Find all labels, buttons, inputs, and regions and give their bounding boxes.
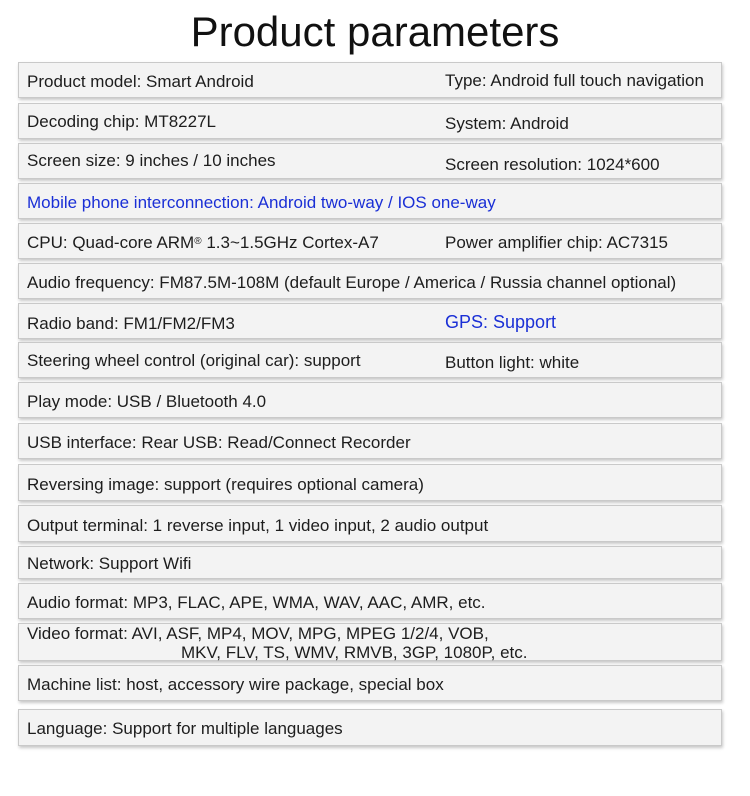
spec-output-terminal: Output terminal: 1 reverse input, 1 video input, 2 audio output xyxy=(27,516,489,535)
spec-row-machine-list xyxy=(18,665,722,701)
spec-radio-band: Radio band: FM1/FM2/FM3 xyxy=(27,314,235,333)
spec-decoding-chip: Decoding chip: MT8227L xyxy=(27,112,217,131)
spec-cpu-suffix: 1.3~1.5GHz Cortex-A7 xyxy=(201,233,379,252)
spec-row-video-format xyxy=(18,623,722,661)
spec-row-reversing-image xyxy=(18,464,722,501)
spec-row-language xyxy=(18,709,722,746)
spec-video-format-line2: MKV, FLV, TS, WMV, RMVB, 3GP, 1080P, etc. xyxy=(181,643,528,662)
spec-row-cpu xyxy=(18,223,722,259)
spec-row-output-terminal xyxy=(18,505,722,542)
spec-cpu xyxy=(27,233,379,253)
spec-row-audio-format xyxy=(18,583,722,619)
registered-mark: ® xyxy=(194,236,202,247)
spec-product-model: Product model: Smart Android xyxy=(27,72,254,91)
spec-row-network xyxy=(18,546,722,579)
spec-audio-frequency: Audio frequency: FM87.5M-108M (default Europe / America / Russia channel optional) xyxy=(27,273,677,292)
spec-row-usb-interface xyxy=(18,423,722,459)
spec-row-product-model xyxy=(18,62,722,98)
spec-language: Language: Support for multiple languages xyxy=(27,719,343,738)
spec-screen-resolution: Screen resolution: 1024*600 xyxy=(445,155,660,174)
spec-system: System: Android xyxy=(445,114,569,133)
spec-row-radio-band xyxy=(18,303,722,339)
spec-usb-interface: USB interface: Rear USB: Read/Connect Recorder xyxy=(27,433,411,452)
spec-reversing-image: Reversing image: support (requires optional camera) xyxy=(27,475,424,494)
spec-audio-format: Audio format: MP3, FLAC, APE, WMA, WAV, AAC, AMR, etc. xyxy=(27,593,486,612)
spec-row-decoding-chip xyxy=(18,103,722,139)
spec-cpu-prefix: CPU: Quad-core ARM xyxy=(27,233,195,252)
spec-network: Network: Support Wifi xyxy=(27,554,192,573)
spec-screen-size: Screen size: 9 inches / 10 inches xyxy=(27,151,276,170)
spec-machine-list: Machine list: host, accessory wire package, special box xyxy=(27,675,444,694)
spec-video-format-line1: Video format: AVI, ASF, MP4, MOV, MPG, MPEG 1/2/4, VOB, xyxy=(27,624,489,643)
spec-button-light: Button light: white xyxy=(445,353,580,372)
spec-row-play-mode xyxy=(18,382,722,418)
spec-play-mode: Play mode: USB / Bluetooth 4.0 xyxy=(27,392,267,411)
spec-type: Type: Android full touch navigation xyxy=(445,71,704,90)
spec-power-amplifier: Power amplifier chip: AC7315 xyxy=(445,233,669,252)
spec-row-screen-size xyxy=(18,143,722,179)
spec-row-phone-interconnection xyxy=(18,183,722,219)
spec-gps: GPS: Support xyxy=(445,312,557,332)
spec-row-steering-wheel xyxy=(18,342,722,378)
page-title: Product parameters xyxy=(190,8,560,55)
spec-row-audio-frequency xyxy=(18,263,722,299)
spec-phone-interconnection: Mobile phone interconnection: Android two-way / IOS one-way xyxy=(27,193,496,212)
spec-steering-wheel: Steering wheel control (original car): support xyxy=(27,351,361,370)
